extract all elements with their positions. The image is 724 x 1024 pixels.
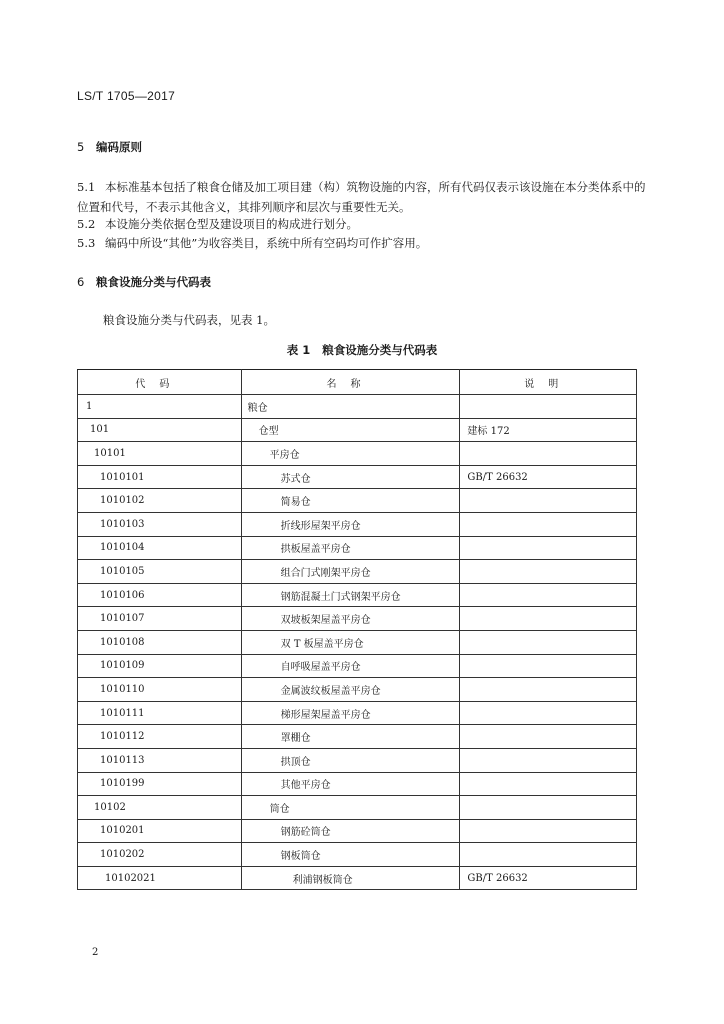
cell-name: 平房仓 bbox=[241, 442, 460, 466]
column-header-name: 名称 bbox=[241, 370, 460, 395]
cell-note bbox=[460, 560, 637, 584]
cell-code: 1010111 bbox=[78, 701, 242, 725]
clause-text: 本标准基本包括了粮食仓储及加工项目建（构）筑物设施的内容，所有代码仅表示该设施在本分类体系中的位置和代号，不表示其他含义，其排列顺序和层次与重要性无关。 bbox=[77, 180, 646, 214]
cell-name: 钢板筒仓 bbox=[241, 843, 460, 867]
table-row bbox=[78, 796, 637, 820]
cell-note bbox=[460, 654, 637, 678]
table-row bbox=[78, 819, 637, 843]
cell-code: 1010106 bbox=[78, 583, 242, 607]
cell-note bbox=[460, 512, 637, 536]
table-row bbox=[78, 725, 637, 749]
section-title: 编码原则 bbox=[96, 140, 142, 154]
clause-text: 编码中所设“其他”为收容类目，系统中所有空码均可作扩容用。 bbox=[105, 236, 428, 250]
table-row bbox=[78, 748, 637, 772]
cell-note: GB/T 26632 bbox=[460, 465, 637, 489]
table-row bbox=[78, 512, 637, 536]
cell-note bbox=[460, 843, 637, 867]
cell-name: 双 T 板屋盖平房仓 bbox=[241, 630, 460, 654]
cell-code: 1 bbox=[78, 395, 242, 419]
table-caption bbox=[0, 342, 724, 358]
table-row bbox=[78, 607, 637, 631]
cell-code: 1010109 bbox=[78, 654, 242, 678]
cell-name: 折线形屋架平房仓 bbox=[241, 512, 460, 536]
table-row bbox=[78, 560, 637, 584]
table-row bbox=[78, 654, 637, 678]
cell-name: 利浦钢板筒仓 bbox=[241, 866, 460, 890]
cell-code: 1010199 bbox=[78, 772, 242, 796]
cell-note bbox=[460, 607, 637, 631]
cell-note bbox=[460, 678, 637, 702]
cell-code: 1010104 bbox=[78, 536, 242, 560]
cell-note bbox=[460, 630, 637, 654]
cell-name: 钢筋砼筒仓 bbox=[241, 819, 460, 843]
cell-code: 1010113 bbox=[78, 748, 242, 772]
cell-code: 1010102 bbox=[78, 489, 242, 513]
section-title: 粮食设施分类与代码表 bbox=[96, 275, 211, 289]
cell-note bbox=[460, 395, 637, 419]
cell-note bbox=[460, 725, 637, 749]
cell-note bbox=[460, 796, 637, 820]
table-row bbox=[78, 489, 637, 513]
cell-name: 梯形屋架屋盖平房仓 bbox=[241, 701, 460, 725]
table-row bbox=[78, 772, 637, 796]
cell-note bbox=[460, 748, 637, 772]
table-label: 表 1 bbox=[286, 343, 311, 357]
cell-name: 粮仓 bbox=[241, 395, 460, 419]
clause-5-3 bbox=[77, 233, 649, 253]
table-row bbox=[78, 536, 637, 560]
cell-code: 1010110 bbox=[78, 678, 242, 702]
facility-code-table bbox=[77, 369, 637, 890]
column-header-note: 说明 bbox=[460, 370, 637, 395]
section-6-heading bbox=[77, 274, 211, 290]
standard-code: LS/T 1705—2017 bbox=[77, 89, 176, 103]
cell-note bbox=[460, 819, 637, 843]
table-row bbox=[78, 843, 637, 867]
clause-number: 5.3 bbox=[77, 236, 96, 250]
clause-number: 5.1 bbox=[77, 180, 96, 194]
cell-name: 拱顶仓 bbox=[241, 748, 460, 772]
cell-name: 苏式仓 bbox=[241, 465, 460, 489]
section-5-heading bbox=[77, 139, 142, 155]
cell-note bbox=[460, 489, 637, 513]
cell-code: 1010105 bbox=[78, 560, 242, 584]
cell-code: 1010108 bbox=[78, 630, 242, 654]
clause-text: 本设施分类依据仓型及建设项目的构成进行划分。 bbox=[105, 217, 358, 231]
table-row bbox=[78, 678, 637, 702]
cell-note: 建标 172 bbox=[460, 418, 637, 442]
table-row bbox=[78, 866, 637, 890]
cell-name: 筒仓 bbox=[241, 796, 460, 820]
column-header-code: 代码 bbox=[78, 370, 242, 395]
cell-name: 其他平房仓 bbox=[241, 772, 460, 796]
clause-5-1 bbox=[77, 177, 649, 217]
table-row bbox=[78, 701, 637, 725]
cell-name: 双坡板架屋盖平房仓 bbox=[241, 607, 460, 631]
table-body bbox=[78, 395, 637, 890]
cell-code: 1010202 bbox=[78, 843, 242, 867]
cell-name: 简易仓 bbox=[241, 489, 460, 513]
clause-number: 5.2 bbox=[77, 217, 96, 231]
cell-note bbox=[460, 701, 637, 725]
cell-code: 1010101 bbox=[78, 465, 242, 489]
table-title: 粮食设施分类与代码表 bbox=[322, 343, 438, 357]
cell-note: GB/T 26632 bbox=[460, 866, 637, 890]
cell-code: 1010201 bbox=[78, 819, 242, 843]
cell-code: 1010107 bbox=[78, 607, 242, 631]
cell-code: 10102021 bbox=[78, 866, 242, 890]
table-row bbox=[78, 583, 637, 607]
cell-name: 拱板屋盖平房仓 bbox=[241, 536, 460, 560]
section-number: 6 bbox=[77, 275, 85, 289]
table-row bbox=[78, 630, 637, 654]
cell-code: 1010112 bbox=[78, 725, 242, 749]
cell-name: 钢筋混凝土门式钢架平房仓 bbox=[241, 583, 460, 607]
cell-code: 1010103 bbox=[78, 512, 242, 536]
cell-note bbox=[460, 442, 637, 466]
cell-name: 仓型 bbox=[241, 418, 460, 442]
table-row bbox=[78, 395, 637, 419]
table-row bbox=[78, 418, 637, 442]
clause-5-2 bbox=[77, 214, 649, 234]
cell-name: 自呼吸屋盖平房仓 bbox=[241, 654, 460, 678]
cell-note bbox=[460, 536, 637, 560]
cell-code: 10101 bbox=[78, 442, 242, 466]
table-header-row bbox=[78, 370, 637, 395]
cell-code: 101 bbox=[78, 418, 242, 442]
table-row bbox=[78, 442, 637, 466]
cell-code: 10102 bbox=[78, 796, 242, 820]
table-row bbox=[78, 465, 637, 489]
cell-name: 组合门式刚架平房仓 bbox=[241, 560, 460, 584]
section-6-intro: 粮食设施分类与代码表，见表 1。 bbox=[103, 313, 275, 327]
page-number: 2 bbox=[92, 947, 99, 958]
section-number: 5 bbox=[77, 140, 85, 154]
cell-note bbox=[460, 583, 637, 607]
cell-name: 罩棚仓 bbox=[241, 725, 460, 749]
cell-name: 金属波纹板屋盖平房仓 bbox=[241, 678, 460, 702]
cell-note bbox=[460, 772, 637, 796]
